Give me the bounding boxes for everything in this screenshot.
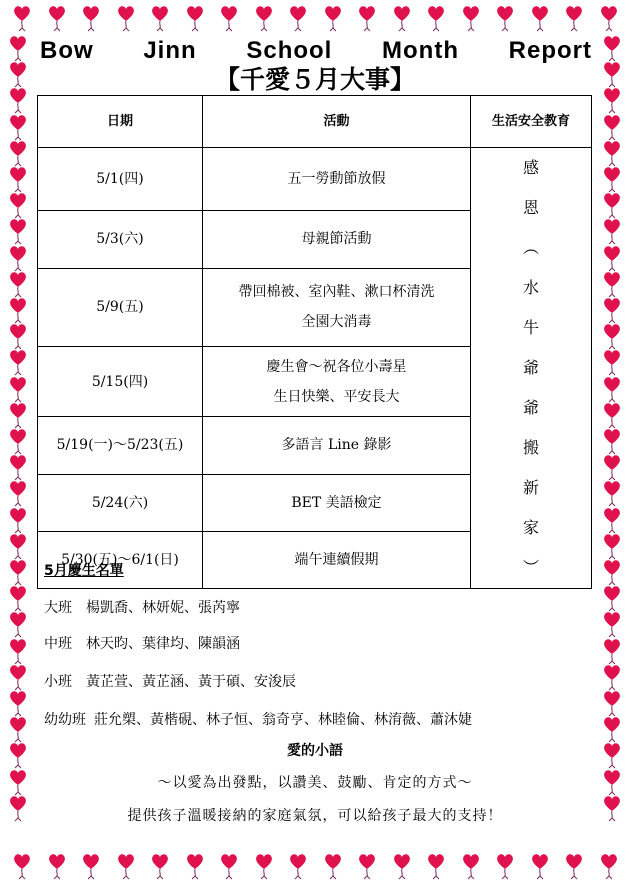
student-names: 林天昀、葉律均、陳韻涵 <box>86 636 240 652</box>
heart-icon <box>150 4 170 32</box>
heart-icon <box>602 637 622 665</box>
heart-icon <box>602 453 622 481</box>
heart-icon <box>8 506 28 534</box>
column-header-safety: 生活安全教育 <box>471 96 592 148</box>
birthday-group <box>44 671 296 691</box>
heart-icon <box>461 4 481 32</box>
heart-icon <box>288 852 308 880</box>
heart-icon <box>461 852 481 880</box>
heart-icon <box>602 113 622 141</box>
heart-icon <box>8 296 28 324</box>
heart-icon <box>8 191 28 219</box>
heart-icon <box>602 217 622 245</box>
heart-icon <box>8 689 28 717</box>
column-header-date: 日期 <box>38 96 203 148</box>
heart-icon <box>530 852 550 880</box>
heart-icon <box>8 139 28 167</box>
heart-icon <box>357 4 377 32</box>
heart-icon <box>116 852 136 880</box>
table-row <box>38 148 592 211</box>
date-cell: 5/3(六) <box>38 210 203 268</box>
student-names: 黃芷萱、黃芷涵、黃于碩、安浚辰 <box>86 674 296 690</box>
activity-cell: 多語言 Line 錄影 <box>203 417 471 474</box>
heart-icon <box>602 296 622 324</box>
love-words-title: 愛的小語 <box>287 743 343 759</box>
heart-icon <box>8 610 28 638</box>
heart-icon <box>8 34 28 62</box>
heart-icon <box>602 375 622 403</box>
activity-cell: 慶生會～祝各位小壽星 生日快樂、平安長大 <box>203 347 471 417</box>
heart-icon <box>81 852 101 880</box>
activity-cell: 端午連續假期 <box>203 531 471 588</box>
heart-icon <box>8 165 28 193</box>
heart-icon <box>495 852 515 880</box>
heart-icon <box>602 34 622 62</box>
heart-icon <box>602 479 622 507</box>
heart-icon <box>602 270 622 298</box>
birthday-group <box>44 597 240 617</box>
heart-icon <box>602 532 622 560</box>
student-names: 楊凱喬、林妍妮、張芮寧 <box>86 600 240 616</box>
heart-icon <box>81 4 101 32</box>
heart-icon <box>8 663 28 691</box>
heart-icon <box>602 715 622 743</box>
date-cell: 5/19(一)～5/23(五) <box>38 417 203 474</box>
heart-icon <box>602 427 622 455</box>
schedule-table <box>37 95 592 589</box>
heart-border-bottom <box>0 850 630 884</box>
activity-cell: 五一勞動節放假 <box>203 148 471 211</box>
heart-icon <box>602 663 622 691</box>
heart-icon <box>185 852 205 880</box>
heart-icon <box>8 427 28 455</box>
heart-icon <box>602 244 622 272</box>
heart-icon <box>8 715 28 743</box>
column-header-activity: 活動 <box>203 96 471 148</box>
heart-icon <box>602 165 622 193</box>
heart-icon <box>288 4 308 32</box>
heart-icon <box>8 584 28 612</box>
activity-cell: BET 美語檢定 <box>203 474 471 531</box>
heart-icon <box>495 4 515 32</box>
date-cell: 5/9(五) <box>38 268 203 346</box>
heart-icon <box>150 852 170 880</box>
class-name: 大班 <box>44 600 72 616</box>
heart-icon <box>254 852 274 880</box>
heart-icon <box>564 4 584 32</box>
activity-cell: 母親節活動 <box>203 210 471 268</box>
class-name: 幼幼班 <box>44 712 86 728</box>
heart-icon <box>602 584 622 612</box>
heart-icon <box>602 322 622 350</box>
heart-icon <box>47 4 67 32</box>
heart-icon <box>392 852 412 880</box>
heart-icon <box>357 852 377 880</box>
heart-icon <box>602 689 622 717</box>
activity-cell: 帶回棉被、室內鞋、漱口杯清洗 全園大消毒 <box>203 268 471 346</box>
heart-icon <box>219 4 239 32</box>
class-name: 中班 <box>44 636 72 652</box>
heart-icon <box>8 244 28 272</box>
heart-icon <box>185 4 205 32</box>
heart-icon <box>8 637 28 665</box>
heart-icon <box>392 4 412 32</box>
heart-icon <box>602 348 622 376</box>
heart-icon <box>426 852 446 880</box>
heart-icon <box>323 4 343 32</box>
heart-icon <box>602 191 622 219</box>
heart-icon <box>564 852 584 880</box>
heart-border-top <box>0 2 630 36</box>
heart-icon <box>219 852 239 880</box>
heart-icon <box>602 506 622 534</box>
heart-icon <box>323 852 343 880</box>
date-cell: 5/15(四) <box>38 347 203 417</box>
date-cell: 5/1(四) <box>38 148 203 211</box>
birthday-list-title: 5月慶生名單 <box>44 563 124 579</box>
heart-icon <box>8 453 28 481</box>
heart-icon <box>8 270 28 298</box>
love-words-line: 提供孩子溫暖接納的家庭氣氛，可以給孩子最大的支持！ <box>127 808 503 824</box>
heart-icon <box>426 4 446 32</box>
heart-icon <box>8 322 28 350</box>
heart-icon <box>8 479 28 507</box>
heart-icon <box>602 558 622 586</box>
heart-icon <box>602 139 622 167</box>
heart-icon <box>8 348 28 376</box>
safety-education-cell <box>471 148 592 589</box>
heart-icon <box>8 375 28 403</box>
heart-icon <box>47 852 67 880</box>
love-words-line: ～以愛為出發點，以讚美、鼓勵、肯定的方式～ <box>157 775 473 791</box>
heart-icon <box>254 4 274 32</box>
student-names: 莊允槊、黃楷硯、林子恒、翁奇亨、林睦倫、林淯薇、蕭沐婕 <box>94 712 472 728</box>
date-cell: 5/30(五)～6/1(日) <box>38 531 203 588</box>
heart-icon <box>8 558 28 586</box>
birthday-group <box>44 709 472 729</box>
date-cell: 5/24(六) <box>38 474 203 531</box>
heart-icon <box>602 610 622 638</box>
page-subtitle: 【千愛５月大事】 <box>214 65 415 94</box>
heart-icon <box>116 4 136 32</box>
heart-icon <box>8 532 28 560</box>
class-name: 小班 <box>44 674 72 690</box>
safety-education-text: 感 恩 ︵ 水 牛 爺 爺 搬 新 家 ︶ <box>522 158 539 577</box>
birthday-group <box>44 633 240 653</box>
page-title: Bow Jinn School Month Report <box>40 37 592 64</box>
heart-icon <box>8 401 28 429</box>
heart-icon <box>8 113 28 141</box>
heart-icon <box>8 217 28 245</box>
heart-icon <box>602 401 622 429</box>
heart-icon <box>530 4 550 32</box>
